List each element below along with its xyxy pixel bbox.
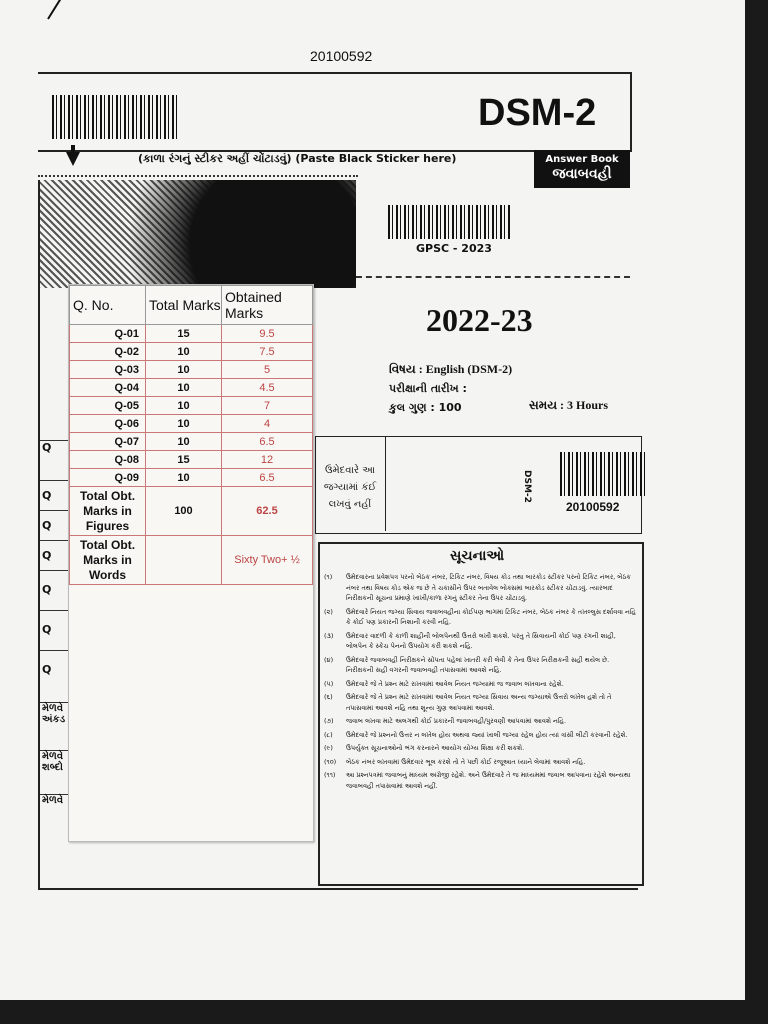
- gpsc-label: GPSC - 2023: [416, 242, 492, 255]
- barcode-icon: [560, 452, 646, 496]
- instruction-item: [324, 730, 636, 741]
- obtained-mark: 7: [222, 397, 313, 415]
- table-row: [70, 343, 313, 361]
- dotted-divider: [38, 175, 358, 177]
- marks-table: [69, 285, 313, 585]
- q-number: Q-04: [70, 379, 146, 397]
- words-total: [146, 536, 222, 585]
- q-number: Q-09: [70, 469, 146, 487]
- instruction-text: જવાબ લખવા માટે અલગથી કોઈ પ્રકારની જવાબવહી/પુરવણી આપવામાં આવશે નહિ.: [346, 717, 567, 725]
- instruction-number: (૬): [324, 693, 333, 701]
- table-row: [70, 469, 313, 487]
- bg-cell: Q: [40, 480, 70, 510]
- instruction-item: [324, 757, 636, 768]
- candidate-code: 20100592: [566, 500, 620, 514]
- instruction-number: (૭): [324, 717, 334, 725]
- instruction-text: આ પ્રશ્નપત્રમાં જવાબનું માધ્યમ અંગ્રેજી રહેશે. અને ઉમેદવારે તે જ માધ્યમમાં જવાબ આપવાના રહેશે અન્યથા જવાબવહી તપાસવામાં આવશે નહીં.: [346, 771, 631, 790]
- instruction-text: ઉપર્યુક્ત સૂચનાઓનો ભંગ કરનારને આયોગ યોગ્ય શિક્ષા કરી શકશે.: [346, 744, 525, 752]
- table-row: [70, 451, 313, 469]
- bg-cell: Q: [40, 510, 70, 540]
- exam-time: સમય : 3 Hours: [529, 398, 609, 412]
- figures-total: 100: [146, 487, 222, 536]
- instruction-number: (૫): [324, 679, 334, 688]
- bottom-border: [38, 888, 638, 890]
- obtained-mark: 12: [222, 451, 313, 469]
- total-marks: કુલ ગુણ : 100: [389, 401, 462, 414]
- instruction-item: [324, 679, 636, 690]
- figures-row: [70, 487, 313, 536]
- obtained-mark: 4: [222, 415, 313, 433]
- total-mark: 10: [146, 469, 222, 487]
- table-row: [70, 379, 313, 397]
- table-row: [70, 433, 313, 451]
- total-mark: 10: [146, 397, 222, 415]
- obtained-mark: 9.5: [222, 325, 313, 343]
- instruction-item: [324, 655, 636, 676]
- candidate-divider: [385, 437, 386, 531]
- exam-date: પરીક્ષાની તારીખ :: [389, 382, 467, 395]
- bg-cell: Q: [40, 570, 70, 610]
- badge-line-english: Answer Book: [545, 154, 619, 165]
- obtained-mark: 7.5: [222, 343, 313, 361]
- q-number: Q-03: [70, 361, 146, 379]
- instruction-number: (૯): [324, 744, 333, 752]
- bg-cell: Q: [40, 650, 70, 690]
- instruction-number: (૪): [324, 655, 334, 664]
- badge-line-gujarati: જવાબવહી: [552, 166, 612, 182]
- table-row: [70, 325, 313, 343]
- q-number: Q-06: [70, 415, 146, 433]
- total-mark: 10: [146, 343, 222, 361]
- words-row: [70, 536, 313, 585]
- instruction-number: (૧૧): [324, 771, 336, 779]
- bg-cell: Q: [40, 540, 70, 570]
- instructions-title: સૂચનાઓ: [450, 548, 505, 564]
- bg-cell: મેળવે અંકડ: [40, 702, 70, 750]
- header-obtained-marks: Obtained Marks: [222, 286, 313, 325]
- instruction-number: (૨): [324, 607, 333, 616]
- total-mark: 10: [146, 379, 222, 397]
- table-row: [70, 415, 313, 433]
- instruction-number: (૧): [324, 573, 333, 581]
- instruction-item: [324, 770, 636, 791]
- instruction-item: [324, 743, 636, 754]
- side-code: DSM-2: [522, 470, 532, 503]
- instruction-text: ઉમેદવારે જે તે પ્રશ્ન માટે રાખવામાં આવેલ નિયત જગ્યા સિવાય અન્ય જગ્યાએ ઉત્તરો લખેલ હશે તો તે તપાસવામાં આવશે નહિ તથા શૂન્ય ગુણ આપવામાં આવશે.: [346, 693, 612, 712]
- table-row: [70, 397, 313, 415]
- instruction-item: [324, 631, 636, 652]
- total-mark: 15: [146, 451, 222, 469]
- table-row: [70, 361, 313, 379]
- instruction-text: ઉમેદવારે જે પ્રશ્નનો ઉત્તર ન લખેલ હોય અથવા જ્યાં ખાલી જગ્યા રહેલ હોય ત્યાં ત્રાંસી લીટી કરવાની રહેશે.: [346, 730, 628, 739]
- instruction-text: ઉમેદવારે જવાબવહી નિરીક્ષકને સોંપતા પહેલાં ખાતરી કરી લેવી કે તેના ઉપર નિરીક્ષકની સહી થયેલ છે. નિરીક્ષકની સહી વગરની જવાબવહી તપાસવામાં આવશે નહિ.: [346, 655, 610, 674]
- dashed-divider: [356, 276, 630, 278]
- bg-cell: મેળવે શબ્દો: [40, 750, 70, 794]
- q-number: Q-07: [70, 433, 146, 451]
- arrow-down-icon-head: [66, 152, 80, 166]
- barcode-icon: [388, 205, 510, 239]
- barcode-icon: [52, 95, 180, 139]
- q-number: Q-02: [70, 343, 146, 361]
- bg-cell: Q: [40, 610, 70, 650]
- exam-year: 2022-23: [426, 302, 533, 338]
- figures-obtained: 62.5: [222, 487, 313, 536]
- q-number: Q-01: [70, 325, 146, 343]
- header-total-marks: Total Marks: [146, 286, 222, 325]
- words-obtained: Sixty Two+ ½: [222, 536, 313, 585]
- bg-cell: Q: [40, 440, 70, 480]
- background-table: [40, 440, 70, 820]
- instruction-number: (૧૦): [324, 757, 337, 766]
- words-label: Total Obt. Marks in Words: [70, 536, 146, 585]
- instruction-item: [324, 607, 636, 628]
- total-mark: 10: [146, 415, 222, 433]
- total-mark: 15: [146, 325, 222, 343]
- obtained-mark: 4.5: [222, 379, 313, 397]
- subject: વિષય : English (DSM-2): [389, 362, 513, 376]
- candidate-note: ઉમેદવારે આ જગ્યામાં કંઈ લખવું નહીં: [323, 465, 377, 510]
- obtained-mark: 6.5: [222, 433, 313, 451]
- instruction-text: ઉમેદવારે નિયત જગ્યા સિવાય જવાબવહીના કોઈપણ ભાગમાં ટિકિટ નંબર, બેઠક નંબર કે તખલ્લુસ દર્શાવવા નહિ કે કોઈ પણ પ્રકારની નિશાની કરવી નહિ.: [346, 607, 636, 626]
- instruction-number: (૮): [324, 730, 333, 739]
- instruction-item: [324, 692, 636, 713]
- answer-book-badge: [534, 150, 630, 188]
- total-mark: 10: [146, 433, 222, 451]
- top-number: 20100592: [310, 48, 373, 64]
- instruction-text: બેઠક નંબર લખવામાં ઉમેદવાર ભૂલ કરશે તો તે પછી કોઈ રજૂઆત ધ્યાને લેવામાં આવશે નહિ.: [346, 757, 586, 766]
- instruction-item: [324, 572, 636, 604]
- header-qno: Q. No.: [70, 286, 146, 325]
- instruction-text: ઉમેદવાર વાદળી કે કાળી શાહીની બોલપેનથી ઉત્તરો લખી શકશે. પરંતુ તે સિવાયની કોઈ પણ રંગની શાહી, બોલપેન કે સ્કેચ પેનનો ઉપયોગ કરી શકશે નહિ.: [346, 631, 616, 650]
- instructions-list: [324, 572, 636, 794]
- marks-card: [68, 284, 314, 842]
- q-number: Q-05: [70, 397, 146, 415]
- q-number: Q-08: [70, 451, 146, 469]
- instruction-text: ઉમેદવારે જે તે પ્રશ્ન માટે રાખવામાં આવેલ નિયત જગ્યામાં જ જવાબ લખવાના રહેશે.: [346, 679, 564, 688]
- total-mark: 10: [146, 361, 222, 379]
- obtained-mark: 6.5: [222, 469, 313, 487]
- sticker-label: (કાળા રંગનું સ્ટીકર અહીં ચોંટાડવું) (Paste Black Sticker here): [138, 152, 457, 165]
- instruction-item: [324, 716, 636, 727]
- black-sticker-area: [38, 180, 356, 288]
- figures-label: Total Obt. Marks in Figures: [70, 487, 146, 536]
- paper-title: DSM-2: [478, 92, 597, 134]
- instruction-number: (૩): [324, 631, 334, 640]
- obtained-mark: 5: [222, 361, 313, 379]
- instruction-text: ઉમેદવારના પ્રવેશપત્ર પરનો બેઠક નંબર, ટિકિટ નંબર, વિષય કોડ તથા બારકોડ સ્ટીકર પરનો ટિકિટ નંબર, બેઠક નંબર તથા વિષય કોડ એક જ છે તે ચકાસીને ઉપર બતાવેલ બોક્સમાં બારકોડ સ્ટીકર ચોંટાડવું. ત્યારબાદ નિરીક્ષકની સૂચના પ્રમાણે ખાખી/કાળા રંગનું સ્ટીકર તેના ઉપર ચોંટાડવું.: [346, 573, 631, 602]
- bg-cell: મેળવે: [40, 794, 70, 820]
